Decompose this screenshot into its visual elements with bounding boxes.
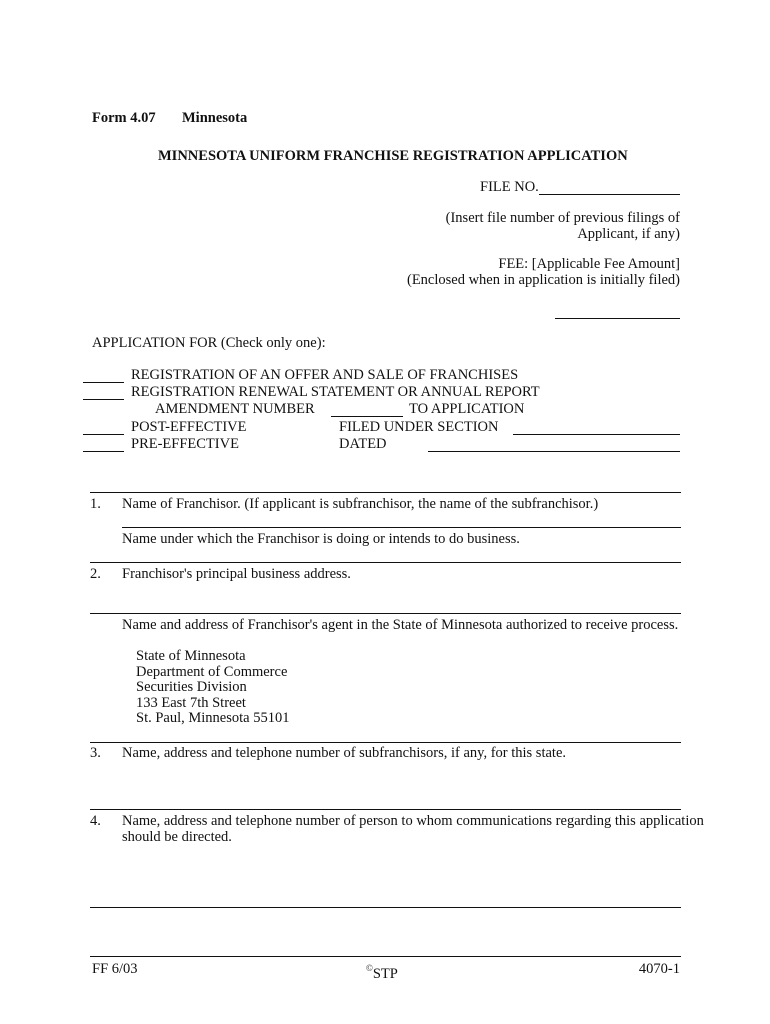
option-pre-effective: PRE-EFFECTIVE [131,436,239,452]
form-title: MINNESOTA UNIFORM FRANCHISE REGISTRATION APPLICATION [158,148,628,164]
filed-under-section-field[interactable] [513,434,680,435]
agent-address-line: Department of Commerce [136,664,288,680]
item4-top-rule [90,809,681,810]
footer-revision: FF 6/03 [92,961,138,977]
file-no-label: FILE NO. [480,179,539,195]
agent-address-line: St. Paul, Minnesota 55101 [136,710,290,726]
item4-text-line2: should be directed. [122,829,232,845]
item1-number: 1. [90,496,101,512]
to-application-label: TO APPLICATION [409,401,525,417]
item1-sub-rule [122,527,681,528]
form-number: Form 4.07 [92,110,156,126]
item3-number: 3. [90,745,101,761]
item1-sub-text: Name under which the Franchisor is doing or intends to do business. [122,531,520,547]
fee-note: (Enclosed when in application is initially filed) [406,272,680,288]
pre-effective-check-blank[interactable] [83,451,124,452]
insert-file-note-line1: (Insert file number of previous filings of [445,210,680,226]
application-for-heading: APPLICATION FOR (Check only one): [92,335,326,351]
footer-publisher: STP [372,965,398,982]
item2-top-rule [90,562,681,563]
dated-field[interactable] [428,451,680,452]
option-registration: REGISTRATION OF AN OFFER AND SALE OF FRANCHISES [131,367,519,383]
option-renewal: REGISTRATION RENEWAL STATEMENT OR ANNUAL REPORT [131,384,540,400]
item4-text-line1: Name, address and telephone number of person to whom communications regarding this application [122,813,704,829]
agent-address-line: State of Minnesota [136,648,246,664]
filed-under-section-label: FILED UNDER SECTION [339,419,499,435]
item4-bottom-rule [90,907,681,908]
agent-address-line: Securities Division [136,679,247,695]
copyright-symbol: © [366,963,373,973]
item4-number: 4. [90,813,101,829]
footer-rule [90,956,681,957]
item3-top-rule [90,742,681,743]
dated-label: DATED [339,436,387,452]
item1-text: Name of Franchisor. (If applicant is subfranchisor, the name of the subfranchisor.) [122,496,599,512]
item2-sub-rule [90,613,681,614]
insert-file-note-line2: Applicant, if any) [577,226,680,242]
item2-sub-text: Name and address of Franchisor's agent in the State of Minnesota authorized to receive process. [122,617,679,633]
agent-address-line: 133 East 7th Street [136,695,246,711]
option-post-effective: POST-EFFECTIVE [131,419,247,435]
registration-check-blank[interactable] [83,382,124,383]
item2-number: 2. [90,566,101,582]
amendment-number-field[interactable] [331,416,403,417]
renewal-check-blank[interactable] [83,399,124,400]
item2-text: Franchisor's principal business address. [122,566,351,582]
post-effective-check-blank[interactable] [83,434,124,435]
form-state: Minnesota [182,110,248,126]
file-no-field[interactable] [539,194,680,195]
item3-text: Name, address and telephone number of subfranchisors, if any, for this state. [122,745,566,761]
footer-page-code: 4070-1 [638,961,680,977]
footer-copyright [366,961,398,983]
fee-label: FEE: [Applicable Fee Amount] [498,256,680,272]
fee-amount-field[interactable] [555,318,680,319]
item1-top-rule [90,492,681,493]
amendment-number-label: AMENDMENT NUMBER [155,401,315,417]
